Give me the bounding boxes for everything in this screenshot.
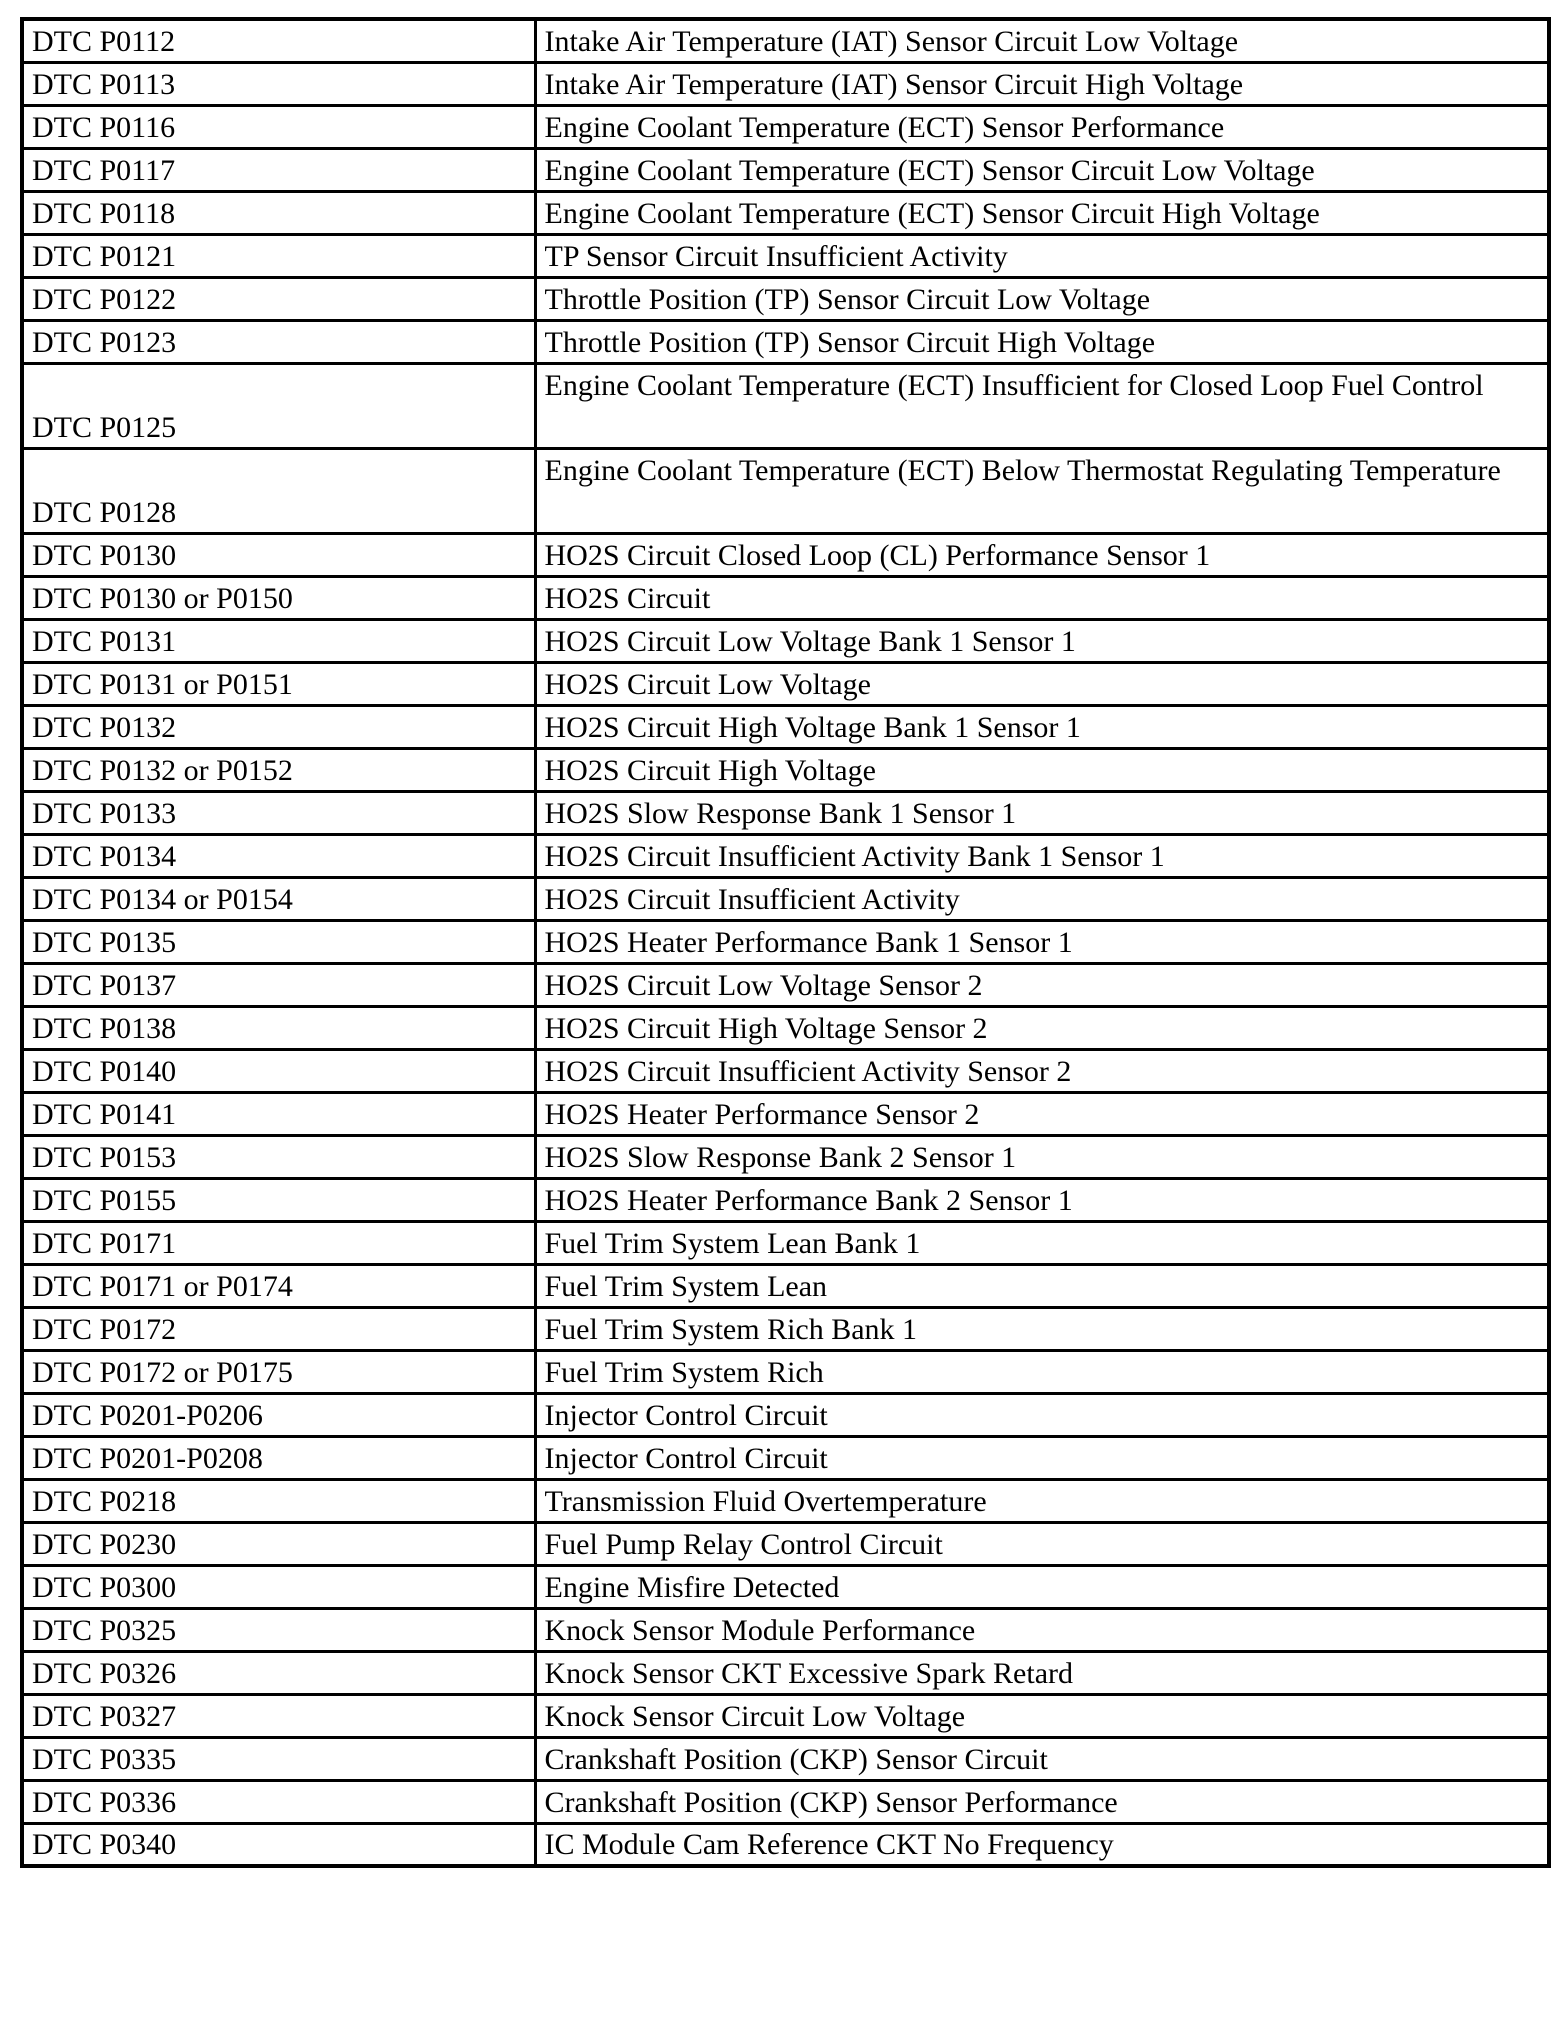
dtc-description-cell: Injector Control Circuit — [535, 1436, 1549, 1479]
dtc-description-cell: Engine Coolant Temperature (ECT) Sensor Circuit High Voltage — [535, 191, 1549, 234]
dtc-code-cell: DTC P0171 or P0174 — [22, 1264, 535, 1307]
dtc-code-cell: DTC P0172 or P0175 — [22, 1350, 535, 1393]
dtc-code-cell: DTC P0117 — [22, 148, 535, 191]
table-row — [22, 705, 1549, 748]
dtc-description-cell: HO2S Circuit Low Voltage Sensor 2 — [535, 963, 1549, 1006]
dtc-code-cell: DTC P0300 — [22, 1565, 535, 1608]
dtc-description-cell: HO2S Heater Performance Bank 2 Sensor 1 — [535, 1178, 1549, 1221]
dtc-description-cell: TP Sensor Circuit Insufficient Activity — [535, 234, 1549, 277]
dtc-code-cell: DTC P0116 — [22, 105, 535, 148]
table-row — [22, 234, 1549, 277]
dtc-description-cell: Fuel Trim System Rich Bank 1 — [535, 1307, 1549, 1350]
dtc-description-cell: Knock Sensor Circuit Low Voltage — [535, 1694, 1549, 1737]
dtc-description-cell: HO2S Slow Response Bank 2 Sensor 1 — [535, 1135, 1549, 1178]
table-row — [22, 533, 1549, 576]
table-row — [22, 1393, 1549, 1436]
dtc-code-cell: DTC P0123 — [22, 320, 535, 363]
dtc-code-cell: DTC P0230 — [22, 1522, 535, 1565]
table-row — [22, 662, 1549, 705]
dtc-description-cell: HO2S Circuit Low Voltage — [535, 662, 1549, 705]
dtc-code-cell: DTC P0327 — [22, 1694, 535, 1737]
table-row — [22, 1092, 1549, 1135]
dtc-code-cell: DTC P0325 — [22, 1608, 535, 1651]
dtc-description-cell: Engine Misfire Detected — [535, 1565, 1549, 1608]
table-row — [22, 105, 1549, 148]
dtc-description-cell: Throttle Position (TP) Sensor Circuit Low Voltage — [535, 277, 1549, 320]
table-row — [22, 1135, 1549, 1178]
table-row — [22, 1178, 1549, 1221]
dtc-description-cell: Throttle Position (TP) Sensor Circuit High Voltage — [535, 320, 1549, 363]
table-row — [22, 1436, 1549, 1479]
table-row — [22, 191, 1549, 234]
dtc-code-cell: DTC P0132 or P0152 — [22, 748, 535, 791]
table-row — [22, 576, 1549, 619]
table-row — [22, 1522, 1549, 1565]
dtc-code-cell: DTC P0128 — [22, 448, 535, 533]
dtc-code-cell: DTC P0218 — [22, 1479, 535, 1522]
table-row — [22, 1608, 1549, 1651]
dtc-description-cell: IC Module Cam Reference CKT No Frequency — [535, 1823, 1549, 1866]
dtc-description-cell: Engine Coolant Temperature (ECT) Sensor Performance — [535, 105, 1549, 148]
dtc-code-cell: DTC P0134 or P0154 — [22, 877, 535, 920]
dtc-code-cell: DTC P0122 — [22, 277, 535, 320]
dtc-code-cell: DTC P0130 or P0150 — [22, 576, 535, 619]
dtc-code-cell: DTC P0138 — [22, 1006, 535, 1049]
table-row — [22, 1651, 1549, 1694]
table-row — [22, 19, 1549, 62]
dtc-code-cell: DTC P0171 — [22, 1221, 535, 1264]
dtc-code-cell: DTC P0335 — [22, 1737, 535, 1780]
dtc-code-cell: DTC P0134 — [22, 834, 535, 877]
table-row — [22, 148, 1549, 191]
dtc-description-cell: Fuel Pump Relay Control Circuit — [535, 1522, 1549, 1565]
table-row — [22, 277, 1549, 320]
table-row — [22, 877, 1549, 920]
dtc-code-cell: DTC P0113 — [22, 62, 535, 105]
table-row — [22, 920, 1549, 963]
table-row — [22, 1737, 1549, 1780]
dtc-description-cell: Fuel Trim System Rich — [535, 1350, 1549, 1393]
dtc-code-cell: DTC P0201-P0206 — [22, 1393, 535, 1436]
dtc-description-cell: Injector Control Circuit — [535, 1393, 1549, 1436]
dtc-description-cell: HO2S Circuit Closed Loop (CL) Performance Sensor 1 — [535, 533, 1549, 576]
dtc-description-cell: Engine Coolant Temperature (ECT) Below Thermostat Regulating Temperature — [535, 448, 1549, 533]
dtc-code-cell: DTC P0326 — [22, 1651, 535, 1694]
table-row — [22, 1006, 1549, 1049]
table-row — [22, 748, 1549, 791]
dtc-table — [20, 17, 1551, 1868]
dtc-code-cell: DTC P0131 — [22, 619, 535, 662]
dtc-code-cell: DTC P0153 — [22, 1135, 535, 1178]
dtc-description-cell: HO2S Circuit Insufficient Activity Bank 1 Sensor 1 — [535, 834, 1549, 877]
dtc-code-cell: DTC P0118 — [22, 191, 535, 234]
table-row — [22, 1694, 1549, 1737]
dtc-code-cell: DTC P0121 — [22, 234, 535, 277]
dtc-code-cell: DTC P0336 — [22, 1780, 535, 1823]
dtc-description-cell: Intake Air Temperature (IAT) Sensor Circuit Low Voltage — [535, 19, 1549, 62]
dtc-description-cell: Knock Sensor Module Performance — [535, 1608, 1549, 1651]
dtc-description-cell: Engine Coolant Temperature (ECT) Insufficient for Closed Loop Fuel Control — [535, 363, 1549, 448]
table-row — [22, 963, 1549, 1006]
dtc-description-cell: HO2S Circuit High Voltage — [535, 748, 1549, 791]
table-row — [22, 448, 1549, 533]
table-row — [22, 1823, 1549, 1866]
table-row — [22, 1264, 1549, 1307]
dtc-code-cell: DTC P0132 — [22, 705, 535, 748]
dtc-code-cell: DTC P0135 — [22, 920, 535, 963]
table-row — [22, 1565, 1549, 1608]
dtc-description-cell: HO2S Circuit Low Voltage Bank 1 Sensor 1 — [535, 619, 1549, 662]
dtc-description-cell: Engine Coolant Temperature (ECT) Sensor Circuit Low Voltage — [535, 148, 1549, 191]
dtc-code-cell: DTC P0133 — [22, 791, 535, 834]
table-row — [22, 1479, 1549, 1522]
dtc-description-cell: Intake Air Temperature (IAT) Sensor Circuit High Voltage — [535, 62, 1549, 105]
dtc-code-cell: DTC P0140 — [22, 1049, 535, 1092]
dtc-description-cell: HO2S Slow Response Bank 1 Sensor 1 — [535, 791, 1549, 834]
table-row — [22, 619, 1549, 662]
dtc-description-cell: Knock Sensor CKT Excessive Spark Retard — [535, 1651, 1549, 1694]
dtc-description-cell: HO2S Circuit High Voltage Sensor 2 — [535, 1006, 1549, 1049]
dtc-code-cell: DTC P0201-P0208 — [22, 1436, 535, 1479]
dtc-code-cell: DTC P0131 or P0151 — [22, 662, 535, 705]
dtc-description-cell: Crankshaft Position (CKP) Sensor Circuit — [535, 1737, 1549, 1780]
table-row — [22, 62, 1549, 105]
table-row — [22, 834, 1549, 877]
table-row — [22, 791, 1549, 834]
dtc-description-cell: Fuel Trim System Lean — [535, 1264, 1549, 1307]
dtc-description-cell: HO2S Heater Performance Sensor 2 — [535, 1092, 1549, 1135]
dtc-code-cell: DTC P0340 — [22, 1823, 535, 1866]
dtc-description-cell: HO2S Circuit High Voltage Bank 1 Sensor 1 — [535, 705, 1549, 748]
dtc-code-cell: DTC P0155 — [22, 1178, 535, 1221]
table-row — [22, 1350, 1549, 1393]
dtc-description-cell: HO2S Circuit Insufficient Activity Sensor 2 — [535, 1049, 1549, 1092]
dtc-description-cell: Transmission Fluid Overtemperature — [535, 1479, 1549, 1522]
table-row — [22, 1221, 1549, 1264]
dtc-table-body — [22, 19, 1549, 1866]
dtc-description-cell: HO2S Circuit — [535, 576, 1549, 619]
table-row — [22, 320, 1549, 363]
table-row — [22, 363, 1549, 448]
dtc-description-cell: HO2S Circuit Insufficient Activity — [535, 877, 1549, 920]
table-row — [22, 1049, 1549, 1092]
dtc-description-cell: Crankshaft Position (CKP) Sensor Performance — [535, 1780, 1549, 1823]
dtc-code-cell: DTC P0125 — [22, 363, 535, 448]
dtc-code-cell: DTC P0112 — [22, 19, 535, 62]
dtc-description-cell: HO2S Heater Performance Bank 1 Sensor 1 — [535, 920, 1549, 963]
dtc-description-cell: Fuel Trim System Lean Bank 1 — [535, 1221, 1549, 1264]
table-row — [22, 1307, 1549, 1350]
dtc-code-cell: DTC P0141 — [22, 1092, 535, 1135]
dtc-code-cell: DTC P0172 — [22, 1307, 535, 1350]
dtc-code-cell: DTC P0137 — [22, 963, 535, 1006]
dtc-code-cell: DTC P0130 — [22, 533, 535, 576]
table-row — [22, 1780, 1549, 1823]
